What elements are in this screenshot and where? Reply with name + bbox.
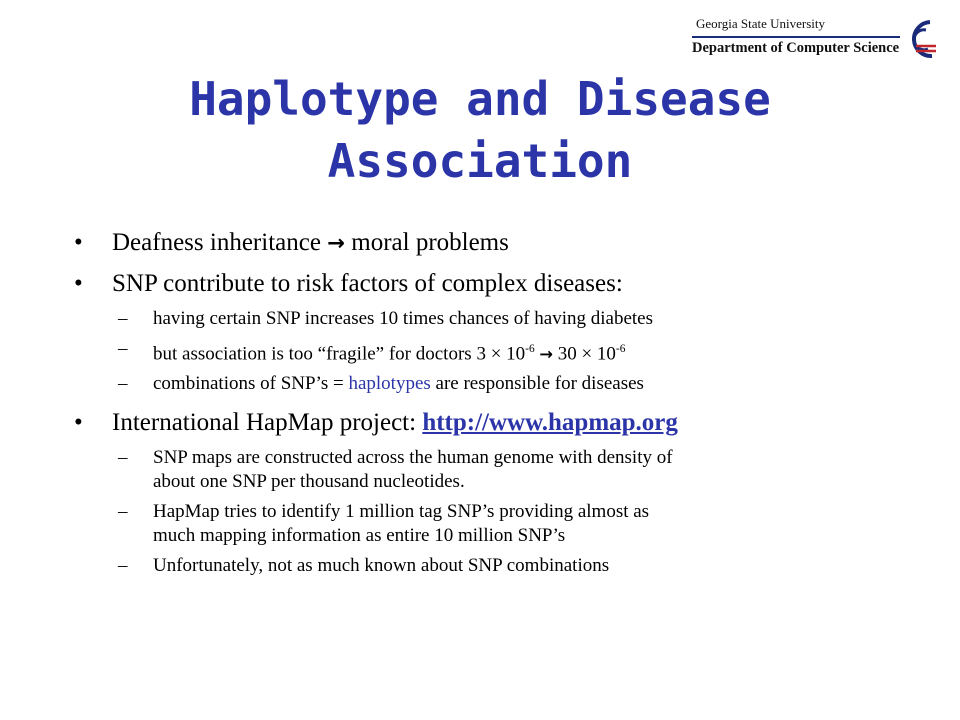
bullet-hapmap-text: International HapMap project: [112, 409, 423, 437]
sub-combinations [74, 554, 934, 578]
sub-snp-maps-line-1: SNP maps are constructed across the human genome with density of [153, 447, 673, 469]
sub-diabetes [74, 307, 934, 331]
bullet-snp-risk-text: SNP contribute to risk factors of complex diseases: [112, 270, 623, 297]
dash-marker: – [118, 501, 128, 523]
bullet-marker: • [74, 409, 83, 437]
sub-tag-snp [74, 500, 934, 548]
sub-haplotypes-pre: combinations of SNP’s = [153, 373, 349, 395]
dash-marker: – [118, 555, 128, 577]
sub-fragile-pre: but association is too “fragile” for doctors [153, 343, 477, 365]
value-2: 30 × 10 [557, 343, 616, 365]
bullet-deafness-post: moral problems [345, 229, 509, 256]
exponent-2: -6 [615, 343, 626, 355]
right-arrow-icon: → [327, 231, 345, 256]
bullet-deafness [74, 226, 934, 261]
exponent-1: -6 [525, 343, 535, 355]
department-name: Department of Computer Science [692, 40, 900, 56]
bullet-marker: • [74, 229, 83, 256]
sub-haplotypes-post: are responsible for diseases [430, 373, 644, 395]
sub-haplotypes [74, 372, 934, 396]
slide-title [0, 68, 960, 192]
dash-marker: – [118, 338, 128, 359]
bullet-hapmap [74, 406, 934, 440]
sub-tag-snp-line-1: HapMap tries to identify 1 million tag SNP’s providing almost as [153, 501, 650, 523]
value-1: 3 × 10 [476, 343, 526, 365]
sub-diabetes-text: having certain SNP increases 10 times chances of having diabetes [153, 308, 654, 329]
title-line-2: Association [327, 134, 633, 188]
sub-snp-maps-line-2: about one SNP per thousand nucleotides. [153, 471, 465, 493]
sub-combinations-text: Unfortunately, not as much known about SNP combinations [153, 555, 610, 577]
bullet-deafness-pre: Deafness inheritance [112, 229, 328, 256]
bullet-snp-risk [74, 267, 934, 301]
dash-marker: – [118, 308, 128, 329]
gsu-emblem-icon [900, 16, 940, 64]
logo-rule [692, 36, 900, 38]
university-logo [668, 14, 944, 66]
sub-fragile [74, 337, 934, 366]
title-line-1: Haplotype and Disease [189, 72, 771, 126]
sub-snp-maps [74, 446, 934, 494]
bullet-marker: • [74, 270, 83, 297]
sub-tag-snp-line-2: much mapping information as entire 10 million SNP’s [153, 525, 566, 547]
university-name: Georgia State University [696, 16, 826, 31]
dash-marker: – [118, 373, 128, 395]
right-arrow-icon: → [539, 344, 553, 364]
hapmap-link[interactable]: http://www.hapmap.org [422, 409, 678, 437]
dash-marker: – [118, 447, 128, 469]
haplotypes-term: haplotypes [348, 373, 431, 395]
slide-content [74, 226, 934, 578]
